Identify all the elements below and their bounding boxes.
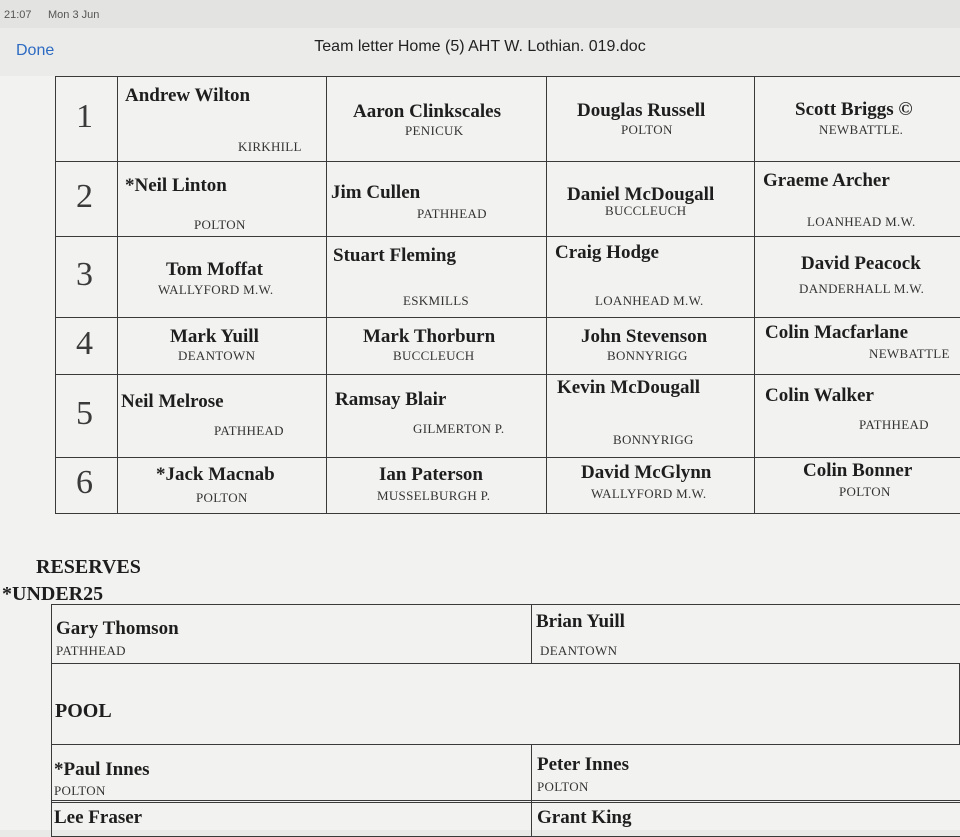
player-name: Mark Yuill xyxy=(170,326,259,347)
pool-player-name: Grant King xyxy=(537,807,632,828)
player-club: LOANHEAD M.W. xyxy=(595,293,704,308)
row-number: 4 xyxy=(76,324,93,362)
pool-player-club: POLTON xyxy=(54,783,106,798)
pool-player-cell xyxy=(51,744,532,803)
status-time: 21:07 xyxy=(4,9,32,21)
row-number: 1 xyxy=(76,97,93,135)
player-club: BONNYRIGG xyxy=(613,432,694,447)
player-club: POLTON xyxy=(621,122,673,137)
pool-player-name: *Paul Innes xyxy=(54,759,150,780)
player-cell xyxy=(754,236,960,318)
player-cell xyxy=(326,161,547,237)
player-name: Neil Melrose xyxy=(121,391,224,412)
reserve-club: PATHHEAD xyxy=(56,643,126,658)
player-name: Craig Hodge xyxy=(555,242,659,263)
player-cell xyxy=(117,76,327,162)
player-cell xyxy=(117,374,327,458)
player-club: ESKMILLS xyxy=(403,293,469,308)
pool-heading: POOL xyxy=(55,700,112,722)
player-name: Tom Moffat xyxy=(166,259,263,280)
row-number: 2 xyxy=(76,177,93,215)
player-name: Douglas Russell xyxy=(577,100,706,121)
player-name: Colin Walker xyxy=(765,385,874,406)
player-name: Jim Cullen xyxy=(331,182,421,203)
player-cell xyxy=(326,457,547,514)
player-club: PATHHEAD xyxy=(417,206,487,221)
player-name: Mark Thorburn xyxy=(363,326,496,347)
player-club: KIRKHILL xyxy=(238,139,302,154)
player-name: Kevin McDougall xyxy=(557,377,701,398)
player-cell xyxy=(546,161,755,237)
row-number-cell xyxy=(55,374,118,458)
player-club: NEWBATTLE xyxy=(869,346,950,361)
player-club: WALLYFORD M.W. xyxy=(591,486,707,501)
player-club: PATHHEAD xyxy=(859,417,929,432)
player-cell xyxy=(754,457,960,514)
pool-cell xyxy=(51,663,960,745)
player-cell xyxy=(754,374,960,458)
pool-player-club: POLTON xyxy=(537,779,589,794)
row-number: 6 xyxy=(76,464,93,501)
document-title: Team letter Home (5) AHT W. Lothian. 019.doc xyxy=(314,38,646,55)
player-name: Stuart Fleming xyxy=(333,245,456,266)
player-club: POLTON xyxy=(196,490,248,505)
status-date: Mon 3 Jun xyxy=(48,9,100,21)
pool-player-cell xyxy=(531,744,960,803)
player-cell xyxy=(326,76,547,162)
player-cell xyxy=(117,161,327,237)
player-club: BUCCLEUCH xyxy=(393,348,475,363)
reserve-cell xyxy=(531,604,960,664)
pool-player-name: Lee Fraser xyxy=(54,807,143,828)
player-name: Andrew Wilton xyxy=(125,85,251,106)
pool-player-name: Peter Innes xyxy=(537,754,629,775)
under25-note: *UNDER25 xyxy=(2,583,104,605)
reserve-name: Gary Thomson xyxy=(56,618,179,639)
player-cell xyxy=(546,76,755,162)
player-cell xyxy=(326,317,547,375)
player-club: MUSSELBURGH P. xyxy=(377,488,491,503)
document-page[interactable] xyxy=(0,76,960,830)
player-cell xyxy=(754,317,960,375)
row-number: 3 xyxy=(76,255,93,293)
player-name: Scott Briggs © xyxy=(795,99,913,120)
reserve-club: DEANTOWN xyxy=(540,643,618,658)
player-cell xyxy=(546,374,755,458)
player-name: Aaron Clinkscales xyxy=(353,101,501,122)
player-cell xyxy=(117,236,327,318)
row-number-cell xyxy=(55,236,118,318)
player-name: Graeme Archer xyxy=(763,170,890,191)
pool-player-cell xyxy=(51,800,532,837)
player-cell xyxy=(546,317,755,375)
player-name: *Neil Linton xyxy=(125,175,227,196)
player-name: David McGlynn xyxy=(581,462,712,483)
player-name: Ian Paterson xyxy=(379,464,483,485)
status-bar xyxy=(0,0,960,28)
row-number: 5 xyxy=(76,394,93,432)
pool-player-cell xyxy=(531,800,960,837)
player-club: BONNYRIGG xyxy=(607,348,688,363)
player-name: Daniel McDougall xyxy=(567,184,715,205)
navigation-bar xyxy=(0,28,960,76)
reserves-heading: RESERVES xyxy=(36,556,141,578)
player-cell xyxy=(326,374,547,458)
player-name: Colin Macfarlane xyxy=(765,322,909,343)
player-name: *Jack Macnab xyxy=(156,464,275,485)
player-club: POLTON xyxy=(194,217,246,232)
row-number-cell xyxy=(55,317,118,375)
player-club: DEANTOWN xyxy=(178,348,256,363)
player-club: LOANHEAD M.W. xyxy=(807,214,916,229)
player-club: GILMERTON P. xyxy=(413,421,505,436)
player-cell xyxy=(546,457,755,514)
player-club: BUCCLEUCH xyxy=(605,203,687,218)
player-name: John Stevenson xyxy=(581,326,708,347)
player-name: David Peacock xyxy=(801,253,921,274)
row-number-cell xyxy=(55,457,118,514)
player-name: Colin Bonner xyxy=(803,460,913,481)
player-club: WALLYFORD M.W. xyxy=(158,282,274,297)
player-cell xyxy=(546,236,755,318)
player-club: PATHHEAD xyxy=(214,423,284,438)
done-button[interactable]: Done xyxy=(16,42,55,59)
reserve-name: Brian Yuill xyxy=(536,611,625,632)
player-club: DANDERHALL M.W. xyxy=(799,281,925,296)
player-cell xyxy=(754,76,960,162)
row-number-cell xyxy=(55,161,118,237)
player-club: POLTON xyxy=(839,484,891,499)
player-club: PENICUK xyxy=(405,123,464,138)
player-cell xyxy=(117,457,327,514)
player-cell xyxy=(754,161,960,237)
reserve-cell xyxy=(51,604,532,664)
player-cell xyxy=(117,317,327,375)
player-club: NEWBATTLE. xyxy=(819,122,904,137)
row-number-cell xyxy=(55,76,118,162)
player-name: Ramsay Blair xyxy=(335,389,447,410)
player-cell xyxy=(326,236,547,318)
